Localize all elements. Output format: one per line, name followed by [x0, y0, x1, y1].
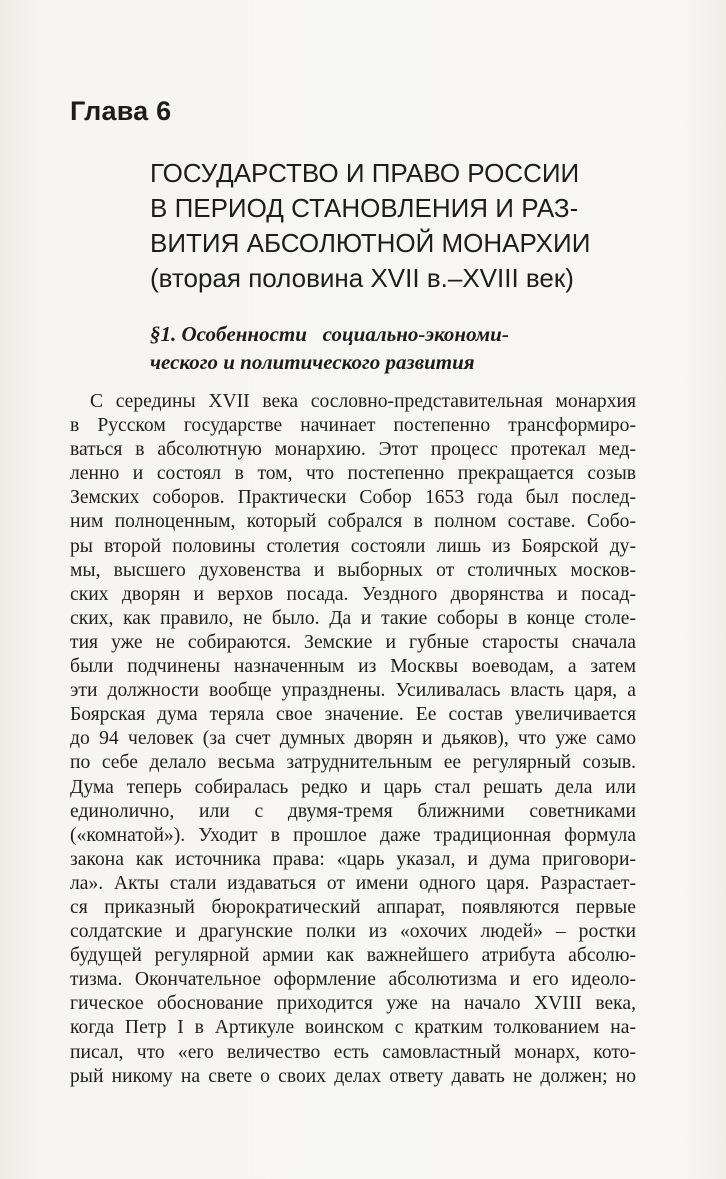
body-line: Дума теперь собиралась редко и царь стал решать дела или — [70, 776, 636, 798]
body-line: («комнатой»). Уходит в прошлое даже традиционная формула — [70, 824, 636, 846]
body-line: писал, что «его величество есть самовластный монарх, кото- — [70, 1041, 636, 1063]
chapter-title-line: (вторая половина XVII в.–XVIII век) — [150, 263, 574, 293]
body-line: были подчинены назначенным из Москвы воеводам, а затем — [70, 656, 636, 678]
body-line: солдатские и драгунские полки из «охочих людей» – ростки — [70, 921, 636, 943]
body-line: гическое обоснование приходится уже на начало XVIII века, — [70, 993, 636, 1015]
body-line: Боярская дума теряла свое значение. Ее состав увеличивается — [70, 704, 636, 726]
chapter-title-line: В ПЕРИОД СТАНОВЛЕНИЯ И РАЗ- — [150, 193, 579, 223]
body-line: будущей регулярной армии как важнейшего атрибута абсолю- — [70, 945, 636, 967]
body-line: тия уже не собираются. Земские и губные старосты сначала — [70, 631, 636, 653]
chapter-label: Глава 6 — [70, 96, 172, 126]
section-title-line: §1. Особенности социально-экономи- — [150, 322, 509, 346]
body-line: единолично, или с двумя-тремя ближними советниками — [70, 800, 636, 822]
body-line: ся приказный бюрократический аппарат, появляются первые — [70, 896, 636, 918]
body-line: мы, высшего духовенства и выборных от столичных москов- — [70, 559, 636, 581]
chapter-title-line: ВИТИЯ АБСОЛЮТНОЙ МОНАРХИИ — [150, 228, 591, 258]
body-line: ваться в абсолютную монархию. Этот процесс протекал мед- — [70, 439, 636, 461]
body-line: ла». Акты стали издаваться от имени одного царя. Разрастает- — [70, 872, 636, 894]
body-line: ним полноценным, который собрался в полном составе. Собо- — [70, 511, 636, 533]
section-title-line: ческого и политического развития — [150, 350, 475, 374]
section-title — [150, 320, 590, 376]
body-paragraph — [70, 390, 636, 1089]
body-line: тизма. Окончательное оформление абсолютизма и его идеоло- — [70, 969, 636, 991]
body-line: в Русском государстве начинает постепенно трансформиро- — [70, 415, 636, 437]
body-line: ских, как правило, не было. Да и такие соборы в конце столе- — [70, 607, 636, 629]
body-line: рый никому на свете о своих делах ответу давать не должен; но — [70, 1065, 636, 1087]
body-line: закона как источника права: «царь указал, и дума приговори- — [70, 848, 636, 870]
body-line: ских дворян и верхов посада. Уездного дворянства и посад- — [70, 583, 636, 605]
body-line: когда Петр I в Артикуле воинском с кратким толкованием на- — [70, 1017, 636, 1039]
body-line: до 94 человек (за счет думных дворян и дьяков), что уже само — [70, 728, 636, 750]
chapter-title-line: ГОСУДАРСТВО И ПРАВО РОССИИ — [150, 158, 580, 188]
body-line: по себе делало весьма затруднительным ее регулярный созыв. — [70, 752, 636, 774]
chapter-title — [150, 156, 630, 296]
body-line: С середины XVII века сословно-представительная монархия — [90, 391, 636, 412]
body-line: ленно и состоял в том, что постепенно прекращается созыв — [70, 463, 636, 485]
body-line: эти должности вообще упразднены. Усиливалась власть царя, а — [70, 680, 636, 702]
body-line: Земских соборов. Практически Собор 1653 года был послед- — [70, 487, 636, 509]
body-line: ры второй половины столетия состояли лишь из Боярской ду- — [70, 535, 636, 557]
